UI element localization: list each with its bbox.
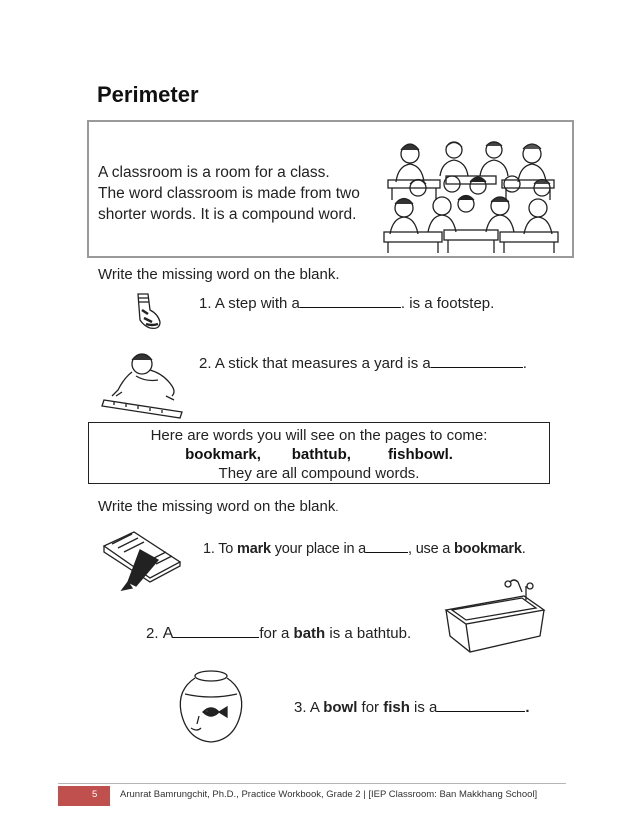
section2-instruction [98, 498, 338, 515]
s2q1-bold-mark: mark [237, 541, 271, 557]
s2q2-mid: for a [259, 625, 294, 642]
word-fishbowl: fishbowl. [387, 446, 453, 463]
intro-line-1: A classroom is a room for a class. [98, 164, 330, 181]
q2-text-end: . [522, 355, 527, 372]
words-list [88, 446, 550, 463]
section2-question-1 [203, 538, 526, 557]
words-note: They are all compound words. [218, 465, 420, 482]
section2-question-3 [294, 697, 530, 716]
s2q2-bold-bath: bath [293, 625, 326, 642]
classroom-illustration [382, 136, 560, 254]
word-bathtub: bathtub, [291, 446, 351, 463]
q1-blank[interactable] [300, 293, 401, 308]
page-number-badge [58, 786, 110, 806]
s2q2-num: 2. [146, 625, 163, 642]
s2q1-end: . [521, 541, 526, 557]
s2q3-num: 3. A [294, 699, 324, 716]
page-number: 5 [92, 789, 98, 800]
footer-text: Arunrat Bamrungchit, Ph.D., Practice Workbook, Grade 2 | [IEP Classroom: Ban Makkhang School] [120, 789, 538, 800]
page-title: Perimeter [97, 82, 199, 107]
intro-line-3: shorter words. It is a compound word. [98, 206, 357, 223]
s2q1-after: , use a [408, 541, 454, 557]
s2q1-mid: your place in a [270, 541, 367, 557]
s2q3-mid: for [357, 699, 384, 716]
section2-instruction-period: . [335, 502, 339, 514]
intro-text [98, 162, 360, 225]
book-illustration [100, 528, 184, 592]
s2q2-a: A [162, 625, 174, 642]
q2-text-start: 2. A stick that measures a yard is a [199, 355, 431, 372]
section1-question-2 [199, 353, 527, 372]
s2q3-period: . [525, 699, 530, 716]
s2q1-num: 1. To [203, 541, 238, 557]
s2q1-bold-bookmark: bookmark [454, 541, 522, 557]
s2q2-end: is a bathtub. [325, 625, 412, 642]
fishbowl-illustration [177, 668, 247, 744]
footer-divider [58, 783, 566, 784]
section2-instruction-text: Write the missing word on the blank [98, 498, 336, 515]
q1-text-start: 1. A step with a [199, 295, 300, 312]
q2-blank[interactable] [431, 353, 523, 368]
s2q2-blank[interactable] [173, 623, 259, 638]
q1-text-end: . is a footstep. [400, 295, 495, 312]
sock-illustration [128, 292, 164, 334]
word-bookmark: bookmark, [185, 446, 261, 463]
intro-line-2: The word classroom is made from two [98, 185, 360, 202]
s2q3-bold-bowl: bowl [323, 699, 358, 716]
section2-question-2 [146, 623, 411, 643]
bathtub-illustration [440, 578, 550, 658]
section1-instruction: Write the missing word on the blank. [98, 266, 340, 283]
s2q1-blank[interactable] [366, 538, 408, 553]
words-intro: Here are words you will see on the pages to come: [150, 427, 488, 444]
s2q3-end: is a [409, 699, 438, 716]
yardstick-boy-illustration [102, 350, 186, 418]
section1-question-1 [199, 293, 494, 312]
s2q3-bold-fish: fish [383, 699, 410, 716]
s2q3-blank[interactable] [437, 697, 525, 712]
